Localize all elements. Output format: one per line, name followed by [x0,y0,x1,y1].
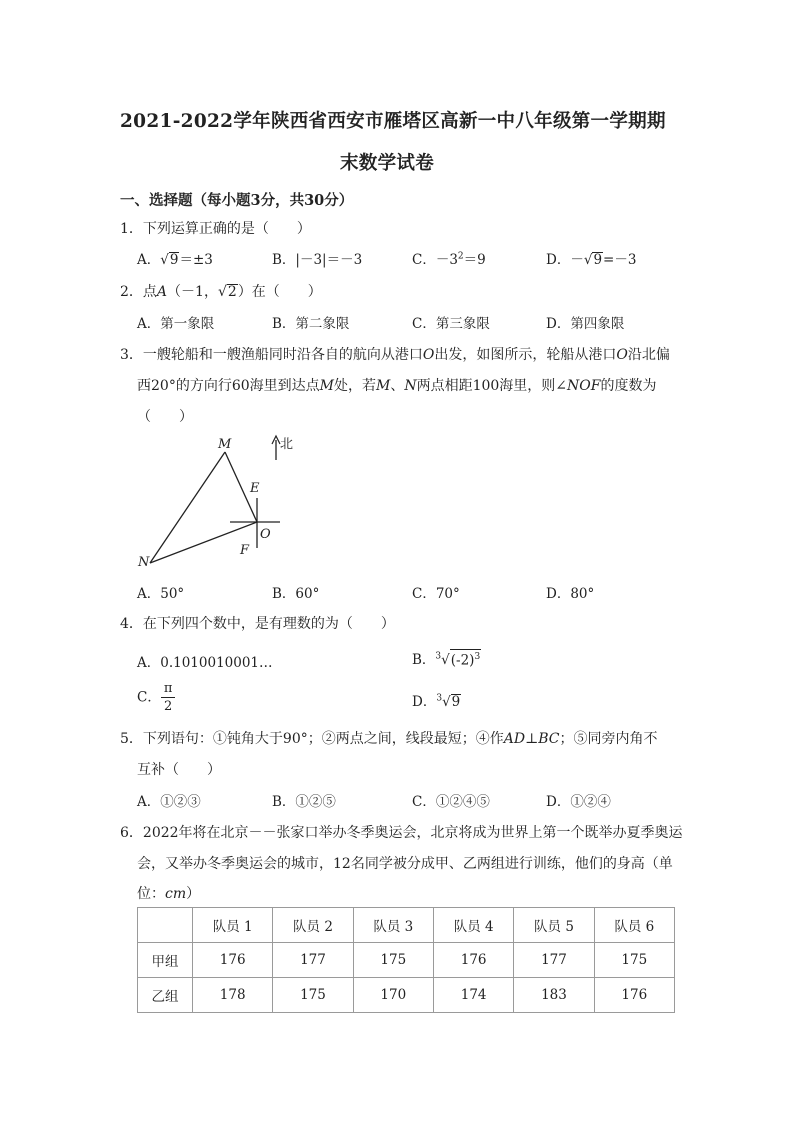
page-title-line2: 末数学试卷 [340,153,435,174]
q6-stem-line1: 6．2022年将在北京－－张家口举办冬季奥运会，北京将成为世界上第一个既举办夏季奥运 [120,825,683,841]
q3-option-a: A．50° [137,586,185,602]
label-f: F [240,543,250,558]
q1-option-a: A．√9＝±3 [137,252,213,268]
q6-stem-line2: 会，又举办冬季奥运会的城市，12名同学被分成甲、乙两组进行训练，他们的身高（单 [137,856,673,872]
table-header-row [138,908,675,943]
q3-option-c: C．70° [412,586,460,602]
table-cell: 队员 6 [594,908,674,943]
q1-option-c: C．$-3^2=9$ [412,251,486,268]
label-north: 北 [280,437,294,452]
table-cell: 176 [193,943,273,978]
table-row [138,943,675,978]
table-cell [138,908,193,943]
q3-stem-line2: 西20°的方向行60海里到达点M处，若M、N两点相距100海里，则∠NOF的度数为 [137,378,657,394]
q5-option-b: B．①②⑤ [272,794,336,810]
q5-option-c: C．①②④⑤ [412,794,490,810]
table-cell: 177 [273,943,353,978]
q4-option-d: D．$^3$√9 [412,693,461,710]
q1-option-b: B．|－3|＝－3 [272,252,363,268]
table-cell: 174 [433,978,513,1013]
table-cell: 177 [514,943,594,978]
q5-stem-line2: 互补（ ） [137,762,221,778]
q3-figure [130,428,300,578]
q5-option-d: D．①②④ [546,794,611,810]
section-heading: 一、选择题（每小题3分，共30分） [120,192,354,209]
q1-option-d: D．－√9=－3 [546,252,637,268]
segment-mn [150,452,225,563]
table-cell: 乙组 [138,978,193,1013]
q6-stem-line3: 位：cm） [137,886,201,902]
table-row [138,978,675,1013]
q3-stem-line3: （ ） [137,409,193,425]
table-cell: 175 [594,943,674,978]
table-cell: 178 [193,978,273,1013]
q5-option-a: A．①②③ [137,794,201,810]
table-cell: 队员 4 [433,908,513,943]
label-o: O [260,527,271,542]
q2-stem: 2．点A（－1，√2）在（ ） [120,284,322,300]
height-table [137,907,675,1013]
table-cell: 队员 3 [353,908,433,943]
table-cell: 队员 1 [193,908,273,943]
q4-option-c: C． $\frac{\pi}{2}$ [137,682,175,714]
q1-stem: 1．下列运算正确的是（ ） [120,221,311,237]
q5-stem-line1: 5．下列语句：①钝角大于90°；②两点之间，线段最短；④作AD⊥BC；⑤同旁内角不 [120,731,658,747]
table-cell: 175 [353,943,433,978]
q2-option-a: A．第一象限 [137,316,215,332]
q2-option-b: B．第二象限 [272,316,350,332]
q2-option-c: C．第三象限 [412,316,490,332]
label-n: N [138,555,150,570]
q3-option-d: D．80° [546,586,595,602]
table-cell: 175 [273,978,353,1013]
page-title-line1: 2021-2022学年陕西省西安市雁塔区高新一中八年级第一学期期 [120,111,666,132]
q4-option-a: A．0.1010010001… [137,655,273,671]
table-cell: 176 [433,943,513,978]
table-cell: 队员 5 [514,908,594,943]
table-cell: 队员 2 [273,908,353,943]
table-cell: 甲组 [138,943,193,978]
table-cell: 176 [594,978,674,1013]
table-cell: 183 [514,978,594,1013]
q4-stem: 4．在下列四个数中，是有理数的为（ ） [120,616,395,632]
table-cell: 170 [353,978,433,1013]
q2-option-d: D．第四象限 [546,316,625,332]
q4-option-b: B．$^3√(-2)^3$ [412,648,481,668]
q3-stem-line1: 3．一艘轮船和一艘渔船同时沿各自的航向从港口O出发，如图所示，轮船从港口O沿北偏 [120,347,670,363]
label-m: M [218,437,232,452]
label-e: E [250,481,260,496]
q3-option-b: B．60° [272,586,320,602]
